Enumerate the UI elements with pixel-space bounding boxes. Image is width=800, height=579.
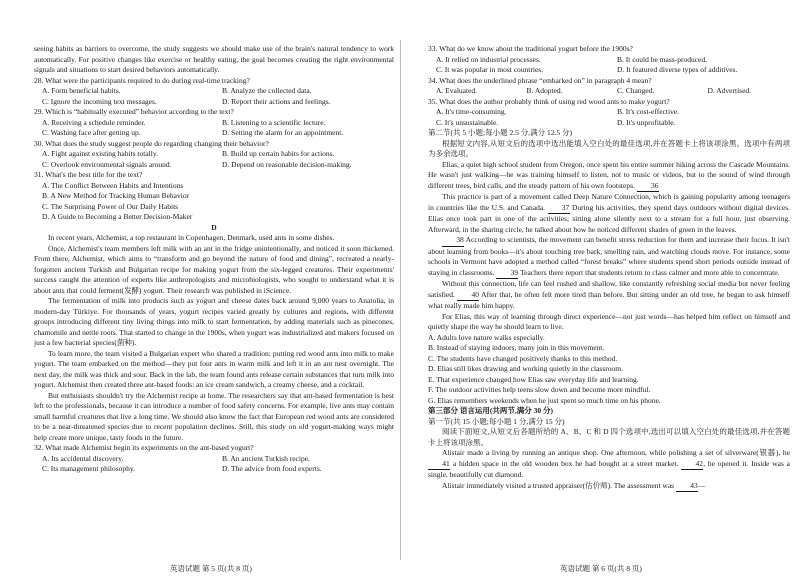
blank-43: 43 [676,481,698,493]
q28-options-row2: C. Ignore the incoming text messages. D. Report their actions and feelings. [42,96,331,106]
question-29: 29. Which is “habitually executed” behavior according to the text? [34,107,234,116]
q31-option-b: B. A New Method for Tracking Human Behavior [42,191,190,200]
gap-passage-p3: 38 According to scientists, the movement can benefit stress reduction for them and increase their focus. It isn't about learning from books—it's about touching tree bark, smelling rain, and watching clouds move. For instance, some schools in Vermont have adopted a method called “forest breaks” where students spend short periods outside instead of staying in classrooms. 39 Teachers there report that students return to class calmer and more able to concentrate. [428,235,790,279]
cloze-passage-p1: Alistair made a living by running an antique shop. One afternoon, while polishing a set of silverware(银器), he 41 a hidden space in the old wooden box he had bought at a street market. 42, he opened it. Inside was a single, beautifully cut diamond. [428,448,791,479]
question-33: 33. What do we know about the traditional yogurt before the 1900s? [428,44,633,53]
gap-option-a: A. Adults love nature walks especially. [428,332,545,342]
section-2-instructions: 根据短文内容,从短文后的选项中选出能填入空白处的最佳选项,并在答题卡上将该项涂黑。选项中有两项为多余选项。 [428,138,790,158]
q32-options-row2: C. Its management philosophy. D. The advice from food experts. [42,464,322,473]
q32-options-row1: A. Its accidental discovery. B. An ancient Turkish recipe. [42,453,310,463]
q33-options-row2: C. It was popular in most countries. D. It featured diverse types of additives. [436,65,738,74]
question-32: 32. What made Alchemist begin its experiments on the ant-based yogurt? [34,443,254,452]
passage-d-p4: To learn more, the team visited a Bulgarian expert who shared a tradition: putting red wood ants into milk to make yogurt. The team embarked on the method—they put four ants in warm milk and left it in an ant nest overnight. The next day, the milk was thick and sour. Back in the lab, the team found ants release certain substances that turn milk into yogurt. Alchemist then created three ant-based foods: an ice cream sandwich, a creamy cheese, and a cocktail. [34,348,394,389]
passage-c-ending: seeing habits as barriers to overcome, the study suggests we should make use of the brain's natural tendency to work automatically. For positive changes like exercise or healthy eating, the goal becomes creating the right environmental signals and situations to start desired behaviors automatically. [34,44,394,74]
left-column [34,44,394,475]
part-3-section-1-title: 第一节(共 15 小题;每小题 1 分,满分 15 分) [428,416,565,426]
gap-option-f: F. The outdoor activities help teens slow down and become more mindful. [428,385,651,394]
gap-option-g: G. Elias remembers weekends when he just spent so much time on his phone. [428,395,661,405]
blank-37: 37 [548,203,570,215]
part-3-title: 第三部分 语言运用(共两节,满分 30 分) [428,406,553,415]
question-34: 34. What does the underlined phrase “embarked on” in paragraph 4 mean? [428,75,652,85]
blank-39: 39 [496,268,518,280]
q33-options-row1: A. It relied on industrial processes. B. It could be mass-produced. [436,54,707,64]
q30-options-row1: A. Fight against existing habits totally. B. Build up certain habits for actions. [42,149,335,158]
blank-42: 42 [681,459,703,471]
passage-d-p5: But enthusiasts shouldn't try the Alchemist recipe at home. The researchers say that ant-based fermentation is best left to the professionals, because it can introduce a number of food safety concerns. For example, live ants may contain small harmful creatures that live a long time. We should also know the fact that European red wood ants are considered to be a near-threatened species due to recent population declines. Still, this study on old yogurt-making ways might help create more unique, tasty foods in the future. [34,390,394,442]
right-column [428,44,790,492]
q29-options-row2: C. Washing face after getting up. D. Setting the alarm for an appointment. [42,128,344,137]
footer-page-5: 英语试题 第 5 页(共 8 页) [170,564,252,573]
q31-option-a: A. The Conflict Between Habits and Intentions [42,180,184,190]
question-30: 30. What does the study suggest people do regarding changing their behavior? [34,138,269,148]
q29-options-row1: A. Receiving a schedule reminder. B. Listening to a scientific lecture. [42,117,326,127]
q31-option-c: C. The Surprising Power of Our Daily Habits [42,201,179,211]
footer-page-6: 英语试题 第 6 页(共 8 页) [560,564,642,573]
blank-40: 40 [457,290,479,302]
gap-option-d: D. Elias still likes drawing and working quietly in the classroom. [428,364,623,373]
q30-options-row2: C. Overlook environmental signals around. D. Depend on reasonable decision-making. [42,159,352,169]
question-28: 28. What were the participants required to do during real-time tracking? [34,75,250,85]
q28-options-row1: A. Form beneficial habits. B. Analyze the collected data. [42,86,312,95]
section-2-title: 第二节(共 5 小题;每小题 2.5 分,满分 12.5 分) [428,128,572,137]
passage-d-p1: In recent years, Alchemist, a top restaurant in Copenhagen, Denmark, used ants in some dishes. [48,233,335,242]
gap-option-b: B. Instead of staying indoors, many join in this movement. [428,343,605,352]
gap-passage-p4: Without this connection, life can feel rushed and shallow, like constantly refreshing social media but never feeling satisfied. 40 After that, he often felt more tired than before. But sitting under an old tree, he began to ask himself what really made him happy. [428,279,791,310]
q35-options-row1: A. It's time-consuming. B. It's cost-effective. [436,107,680,116]
column-divider [400,40,401,560]
gap-passage-p5: For Elias, this way of learning through direct experience—not just words—has helped him reflect on himself and quietly shape the way he should learn to live. [428,311,790,331]
part-3-instructions: 阅读下面短文,从短文后各题所给的 A、B、C 和 D 四个选项中,选出可以填入空白处的最佳选项,并在答题卡上将该项涂黑。 [428,427,790,447]
question-31: 31. What's the best title for the text? [34,170,143,179]
passage-d-p2: Once, Alchemist's team members left milk with an ant in the fridge unintentionally, and noticed it soon thickened. From there, Alchemist, which aims to “transform and go beyond the nature of food and dining”, recreated a nearly-forgotten ancient Turkish and Bulgarian recipe for making yogurt from the six-legged creatures. Their experiments' success caught the attention of experts like anthropologists and microbiologists, who sought to understand what it is about ants that could ferment(发酵) yogurt. Their research was published in iScience. [34,243,394,295]
gap-passage-p2: This practice is part of a movement called Deep Nature Connection, which is gaining popularity among teenagers in countries like the U.S. and Canada. 37 During his activities, they spend days outdoors without digital devices. Elias once took part in one of the activities; sitting alone silently next to a stream for a full hour, just observing. Afterward, in the sharing circle, he talked about how he noticed different shades of green in the leaves. [428,192,790,234]
passage-d-p3: The fermentation of milk into products such as yogurt and cheese dates back around 9,000 years to Anatolia, in modern-day Türkiye. For thousands of years, yogurt recipes varied greatly by cultures and regions, with different groups introducing different tiny living things into milk to start fermentation, by adding materials such as pinecones, chamomile and nettle roots. That started to change in the 1900s, when yogurt was industrialized and makers focused on just a few bacterial species(菌种). [34,296,394,347]
blank-41: 41 [428,459,450,471]
blank-38: 38 [442,235,464,247]
q35-options-row2: C. It's unsustainable. D. It's unprofitable. [436,117,676,127]
blank-36: 36 [637,181,659,193]
gap-passage-p1: Elias, a quiet high school student from Oregon, once spent his entire summer hiking across the Cascade Mountains. He wasn't just walking—he was training himself to listen, not to music or videos, but to the sound of wind through different trees, bird calls, and the steady pattern of his own footsteps. 36 [428,160,790,193]
section-d-heading: D [211,222,217,232]
q31-option-d: D. A Guide to Becoming a Better Decision-Maker [42,212,193,221]
cloze-passage-p2: Alistair immediately visited a trusted appraiser(估价师). The assessment was 43— [428,481,790,493]
gap-option-e: E. That experience changed how Elias saw everyday life and learning. [428,374,639,384]
q34-options: A. Evaluated. B. Adopted. C. Changed. D. Advertised. [436,86,752,95]
gap-option-c: C. The students have changed positively thanks to this method. [428,353,618,363]
question-35: 35. What does the author probably think of using red wood ants to make yogurt? [428,96,670,106]
